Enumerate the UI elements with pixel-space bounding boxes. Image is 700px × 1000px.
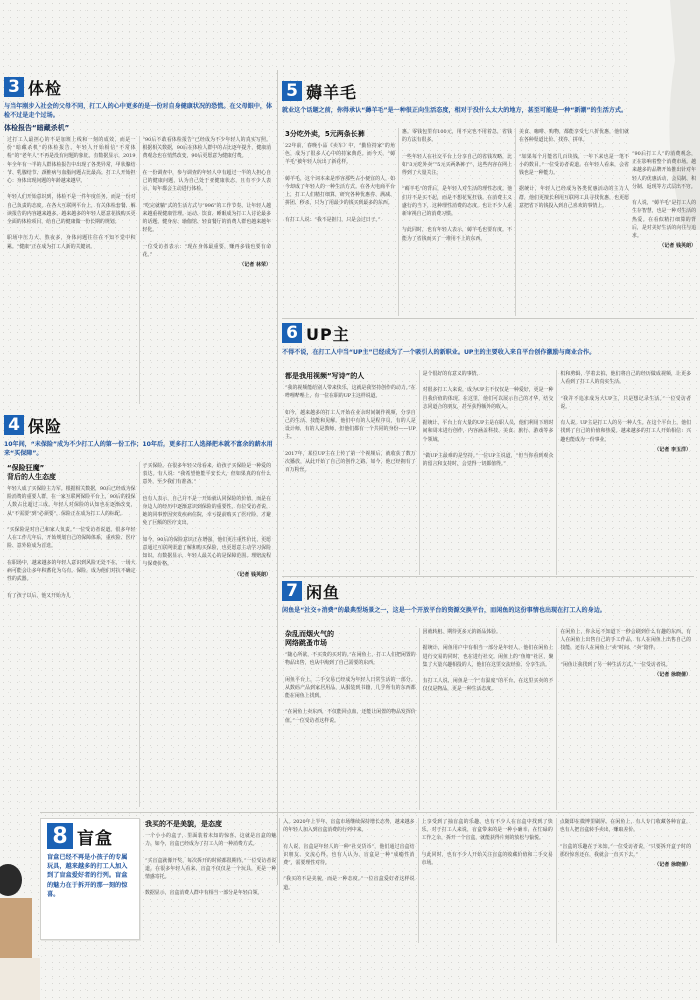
reporter-credit: （记者 徐晓倩） bbox=[654, 862, 691, 869]
article-body-text: 年轻人成了买保险主力军。根据相关数据，90后已经成为保险消费的重要人群，在一家互联网保险平台上，90后的投保人数占比超过三成。年轻人对保险的认知也在逐渐改变，从“不需要”到“必须要”，保险正在成为打工人的标配。 “买保险是对自己和家人负责。”一位受访者说道。很多年轻人在工作几年后，开始规划自己的保障体系，重疾险、医疗险、意外险成为首选。 在职场中，越来越多的年轻人意识到风险无处不在，一场大病可能会让多年积蓄化为乌有。保险，成为他们对抗不确定性的武器。 有了孩子以后，他又开始为儿 bbox=[7, 486, 136, 599]
section-4-insurance bbox=[4, 412, 274, 807]
reporter-credit: （记者 钱英朗） bbox=[659, 243, 696, 250]
section-divider bbox=[40, 812, 694, 813]
article-column bbox=[139, 136, 275, 404]
article-column bbox=[556, 628, 694, 810]
section-5-header bbox=[282, 78, 632, 104]
section-dek: 就业这个话题之前，你得承认“薅羊毛”是一种很正向生活态度，相对于没什么太大的地方，甚至可能是一种“新潮”的生活方式。 bbox=[282, 107, 628, 114]
article-column bbox=[282, 370, 419, 575]
section-subheading: 3分吃外卖，5元两条长裤 bbox=[285, 130, 365, 138]
section-4-header bbox=[4, 412, 274, 438]
section-subheading: 都是我用视频“写诗”的人 bbox=[285, 372, 365, 380]
article-column bbox=[282, 128, 398, 316]
article-body-text: 过打工人最担心的不是加班上线和一刻的成效，而是一份“暗藏杀机”的体检报告。年轻人开始相信“不常体检”的“老年人”不再是没有问题的象征。有数据显示，2019年全年有一半的人群体检报告中出现了各类异常，甲状腺结节、乳腺结节、颈椎病与血脂问题占比最高。打工人开始担心：身体出现问题的年龄越来越早。 年轻人们开始意识到，体检不是一件年度任务，而是一份对自己负责的态度。在各大互联网平台上，有关体检套餐、解读报告的内容越来越多。越来越多的年轻人愿意花钱购买更全面的体检项目，给自己的健康做一份长期的规划。 职场中压力大、熬夜多，身体问题往往在不知不觉中积累。“健康”正在成为打工人新的关键词。 bbox=[7, 137, 136, 250]
section-8-header bbox=[41, 819, 139, 849]
section-3-header bbox=[4, 74, 274, 100]
article-column bbox=[419, 370, 557, 575]
article-column bbox=[142, 818, 279, 943]
section-5-last-column bbox=[632, 150, 696, 316]
section-divider bbox=[282, 576, 694, 577]
section-6-up-host bbox=[282, 320, 694, 575]
article-body-text: 子买保险。在很多年轻父母看来，给孩子买保险是一种爱的表达。有人说：“我希望他能平安长大，但如果真的有什么意外，至少我们有准备。” 也有人表示，自己并不是一开始就认同保险的价值，而是在身边人的经历中逐渐意识到保险的重要性。有位受访者说，她的同事曾因突发疾病住院，幸亏提前购买了医疗险，才避免了巨额的医疗支出。 如今，90后的保险意识正在增强，他们更注重性价比，更愿意通过互联网渠道了解和购买保险，也更愿意主动学习保险知识。有数据显示，年轻人最关心的是保障范围、理赔流程与保费价格。 bbox=[142, 463, 271, 568]
article-body-text: 美食、咖啡、购物，都能享受七八折优惠，他们就在各种渠道比价、找券、拼单。 “如果每个月能省几百块钱，一年下来也是一笔不小的数目。”一位受访者说道。在年轻人看来，会省钱也是一种能力。 据统计，年轻人已经成为各类优惠活动的主力人群，他们更擅长利用互联网工具寻找优惠，也更愿意把省下的钱投入到自己喜欢的事情上。 bbox=[519, 129, 629, 209]
article-body-text: 上享受到了抽盲盒的乐趣，也有不少人在盲盒中找到了快乐。对于打工人来说，盲盒带来的是一种小确幸，在忙碌的工作之余，拆开一个盲盒，就能获得片刻的放松与愉悦。 与此同时，也有不少人开始关注盲盒的收藏价值和二手交易市场。 bbox=[421, 819, 553, 867]
article-body-text: “90后不敢看体检报告”已经成为不少年轻人的真实写照。根据相关数据，90后在体检人群中的占比逐年提升，健康消费观念也在悄然改变，90后更愿意为健康付费。 在一份调查中，参与调查的年轻人中有超过一半的人担心自己的健康问题，认为自己处于亚健康状态，且有不少人表示，每年都会主动进行体检。 “吃完就躺”式的生活方式与“996”的工作节奏，让年轻人越来越重视健康管理。运动、饮食、睡眠成为打工人讨论最多的话题。健身房、瑜伽馆、轻食餐厅的消费人群也越来越年轻化。 一位受访者表示：“现在身体最重要，赚再多钱也要有命花。” bbox=[142, 137, 271, 258]
article-body-text: 22年前，春晚小品《卖车》中，“勤俭持家”的角色，成为了很多人心中的持家典范。而今天，“薅羊毛”被年轻人玩出了新花样。 薅羊毛，这个词本来是形容那些占小便宜的人，如今却成了年轻人的一种生活方式。在各大电商平台上，打工人们精打细算，研究各种优惠券、满减、拼团、秒杀，只为了用最少的钱买到最多的东西。 有打工人说：“我不是抠门，只是会过日子。” bbox=[285, 143, 395, 223]
section-subheading: “保险狂魔” 背后的人生态度 bbox=[7, 464, 56, 481]
article-column bbox=[279, 818, 417, 943]
section-number-badge: 7 bbox=[282, 581, 302, 601]
section-title: 盲盒 bbox=[77, 828, 113, 849]
article-body-text: “我的视频能给别人带来快乐，这就是我坚持创作的动力。”在哔哩哔哩上，有一位在职的UP主这样说道。 如今，越来越多的打工人开始在业余时间制作视频，分享自己的生活、技能和见解。他们中有的人是程序员，有的人是设计师，有的人是教师，但他们都有一个共同的身份——UP主。 2017年，某位UP主在上传了第一个视频后，就收获了数万次播放，从此开始了自己的创作之路。如今，他已经拥有了百万粉丝。 bbox=[285, 385, 416, 474]
article-column bbox=[4, 136, 139, 404]
section-dek: 闲鱼是“社交+消费”的最典型场景之一，这是一个开放平台的资源交换平台，而闲鱼的这份事情也出现在打工人的身边。 bbox=[282, 607, 606, 614]
section-dek: 与当年刚步入社会的父母不同，打工人的心中更多的是一份对自身健康状况的恐慌。在父母眼中，体检不过是走个过场。 bbox=[4, 103, 273, 119]
section-title: 保险 bbox=[28, 416, 63, 436]
article-column bbox=[515, 128, 632, 316]
section-8-blind-box-card bbox=[40, 818, 140, 940]
section-6-columns bbox=[282, 370, 694, 575]
section-number-badge: 8 bbox=[47, 823, 73, 849]
section-4-columns bbox=[4, 462, 274, 807]
section-3-health-check bbox=[4, 74, 274, 404]
section-7-xianyu bbox=[282, 578, 694, 810]
article-body-text: 因就转租、期待更多元的新品体验。 据统计，闲鱼用户中有相当一部分是年轻人，他们在闲鱼上进行交易的同时，也在进行社交。闲鱼上的“鱼塘”社区，聚集了大量兴趣相投的人，他们在这里交流经验、分享生活。 有打工人说，闲鱼是一个“有温度”的平台，在这里买卖的不仅仅是物品，更是一种生活态度。 bbox=[422, 629, 554, 693]
section-number-badge: 6 bbox=[282, 323, 302, 343]
column-divider bbox=[277, 70, 278, 885]
article-column bbox=[418, 818, 556, 943]
section-title: 体检 bbox=[28, 78, 63, 98]
article-body-text: “随心所欲，不买贵的买对的。”在闲鱼上，打工人们把闲置的物品出售，也从中淘到了自己需要的东西。 闲鱼平台上，二手交易已经成为年轻人日常生活的一部分。从数码产品到家居用品，从服装到书籍，几乎所有的东西都能在闲鱼上找到。 “在闲鱼上卖东西，不仅能回点血，还能让闲置的物品发挥价值。”一位受访者这样说。 bbox=[285, 652, 416, 724]
reporter-credit: （记者 钱英朗） bbox=[234, 571, 271, 578]
section-3-columns bbox=[4, 136, 274, 404]
section-number-badge: 3 bbox=[4, 77, 24, 97]
decorative-figure-image bbox=[0, 860, 40, 1000]
article-body-text: 在闲鱼上，你永远不知道下一秒会刷到什么有趣的东西。有人在闲鱼上出售自己的手工作品，有人在闲鱼上出售自己的技能，还有人在闲鱼上“卖”时间、“卖”陪伴。 “闲鱼让我找到了另一种生活方式。”一位受访者说。 bbox=[560, 629, 692, 668]
article-body-text: 是个很好的有意义的事情。 对很多打工人来说，成为UP主不仅仅是一种爱好，更是一种自我价值的体现。在这里，他们可以展示自己的才华，结交志同道合的朋友，甚至获得额外的收入。 据统计，平台上有大量的UP主是在职人员，他们利用下班时间和周末进行创作，内容涵盖科技、美食、旅行、游戏等多个领域。 “做UP主最难的是坚持。”一位UP主说道，“但当你看到观众的留言和支持时，会觉得一切都值得。” bbox=[422, 371, 554, 468]
article-body-text: 入，2020年上半年，盲盒市场继续保持增长态势，越来越多的年轻人加入到盲盒消费的行列中来。 有人说，盲盒是年轻人的一种“社交货币”，他们通过盲盒结识朋友、交流心得。也有人认为，盲盒是一种“成瘾性消费”，需要理性对待。 “我买的不是美貌，而是一种态度。”一位盲盒爱好者这样说道。 bbox=[283, 819, 415, 891]
article-body-text: 一个小小的盒子，里面装着未知的惊喜，这就是盲盒的魅力。如今，盲盒已经成为了打工人的一种消费方式。 “买盲盒就像开奖，每次拆开的时候都很期待。”一位受访者说道。在很多年轻人看来，盲盒不仅仅是一个玩具，更是一种情感寄托。 数据显示，盲盒消费人群中有相当一部分是年轻白领。 bbox=[145, 833, 277, 897]
section-subheading: 我买的不是美貌，是态度 bbox=[145, 820, 222, 828]
section-7-columns bbox=[282, 628, 694, 810]
section-subheading: 杂乱而烟火气的 网络跳蚤市场 bbox=[285, 630, 334, 647]
section-6-header bbox=[282, 320, 694, 346]
article-body-text: 机和剪辑，学着去拍，他们将自己的经历做成视频，让更多人看到了打工人的真实生活。 “我并不追求成为大UP主，只是想记录生活。”一位受访者说。 有人说，UP主是打工人的另一种人生。在这个平台上，他们找到了自己的价值和热爱。越来越多的打工人开始相信：兴趣也能成为一份事业。 bbox=[560, 371, 692, 443]
section-title: 薅羊毛 bbox=[306, 82, 358, 102]
section-subheading: 体检报告“暗藏杀机” bbox=[4, 124, 70, 132]
article-column bbox=[282, 628, 419, 810]
article-column bbox=[398, 128, 515, 316]
section-dek: 不得不说，在打工人中当“UP主”已经成为了一个吸引人的新职业。UP主的主要收入来自平台创作激励与商业合作。 bbox=[282, 349, 596, 356]
article-column bbox=[139, 462, 275, 807]
section-7-header bbox=[282, 578, 694, 604]
section-8-columns bbox=[142, 818, 694, 943]
reporter-credit: （记者 林荣） bbox=[239, 262, 271, 269]
section-number-badge: 5 bbox=[282, 81, 302, 101]
reporter-credit: （记者 李玉洋） bbox=[654, 446, 692, 453]
article-column bbox=[556, 370, 694, 575]
article-column bbox=[4, 462, 139, 807]
article-column bbox=[556, 818, 694, 943]
article-body-text: “90后打工人”的消费观念，正在影响着整个消费市场。越来越多的品牌开始推出针对年轻人的优惠活动，会员制、积分制、返现等方式层出不穷。 有人说，“薅羊毛”是打工人的生存智慧，也是一种对生活的热爱。在看似精打细算的背后，是对美好生活的向往与追求。 bbox=[632, 151, 696, 240]
article-body-text: 惠。零钱包里有100元，用不完也不用着急，省钱的方法有很多。 一些年轻人在社交平台上分享自己的省钱攻略，比如“3元吃外卖”“5元买两条裤子”，这些内容在网上得到了大量关注。 “薅羊毛”的背后，是年轻人对生活的理性态度。他们并不是买不起，而是不想花冤枉钱。在消费主义盛行的当下，这种理性消费的态度，也让不少人重新审视自己的消费习惯。 与此同时，也有年轻人表示，薅羊毛也要有度，不能为了省钱而买了一堆用不上的东西。 bbox=[402, 129, 512, 242]
section-title: 闲鱼 bbox=[306, 582, 341, 602]
section-number-badge: 4 bbox=[4, 415, 24, 435]
section-dek: 10年间，“未保险”成为不少打工人的第一份工作；10年后，更多打工人选择把本就不富余的薪水用来“买保障”。 bbox=[4, 441, 273, 457]
article-column bbox=[419, 628, 557, 810]
section-divider bbox=[282, 318, 694, 319]
section-dek: 盲盒已经不再是小孩子的专属玩具，越来越多的打工人加入到了盲盒爱好者的行列。盲盒的魅力在于拆开的那一刻的惊喜。 bbox=[47, 854, 128, 898]
reporter-credit: （记者 徐晓倩） bbox=[654, 672, 692, 679]
section-5-wool-pulling bbox=[282, 78, 632, 316]
section-5-columns bbox=[282, 128, 632, 316]
article-body-text: 点随即在微博里刷屏。在闲鱼上，有人专门收藏各种盲盒，也有人把盲盒转手卖出，赚取差价。 “盲盒的乐趣在于未知。”一位受访者说，“只要拆开盒子时的那份惊喜还在，我就会一直买下去。” bbox=[559, 819, 691, 858]
section-title: UP主 bbox=[306, 324, 350, 344]
